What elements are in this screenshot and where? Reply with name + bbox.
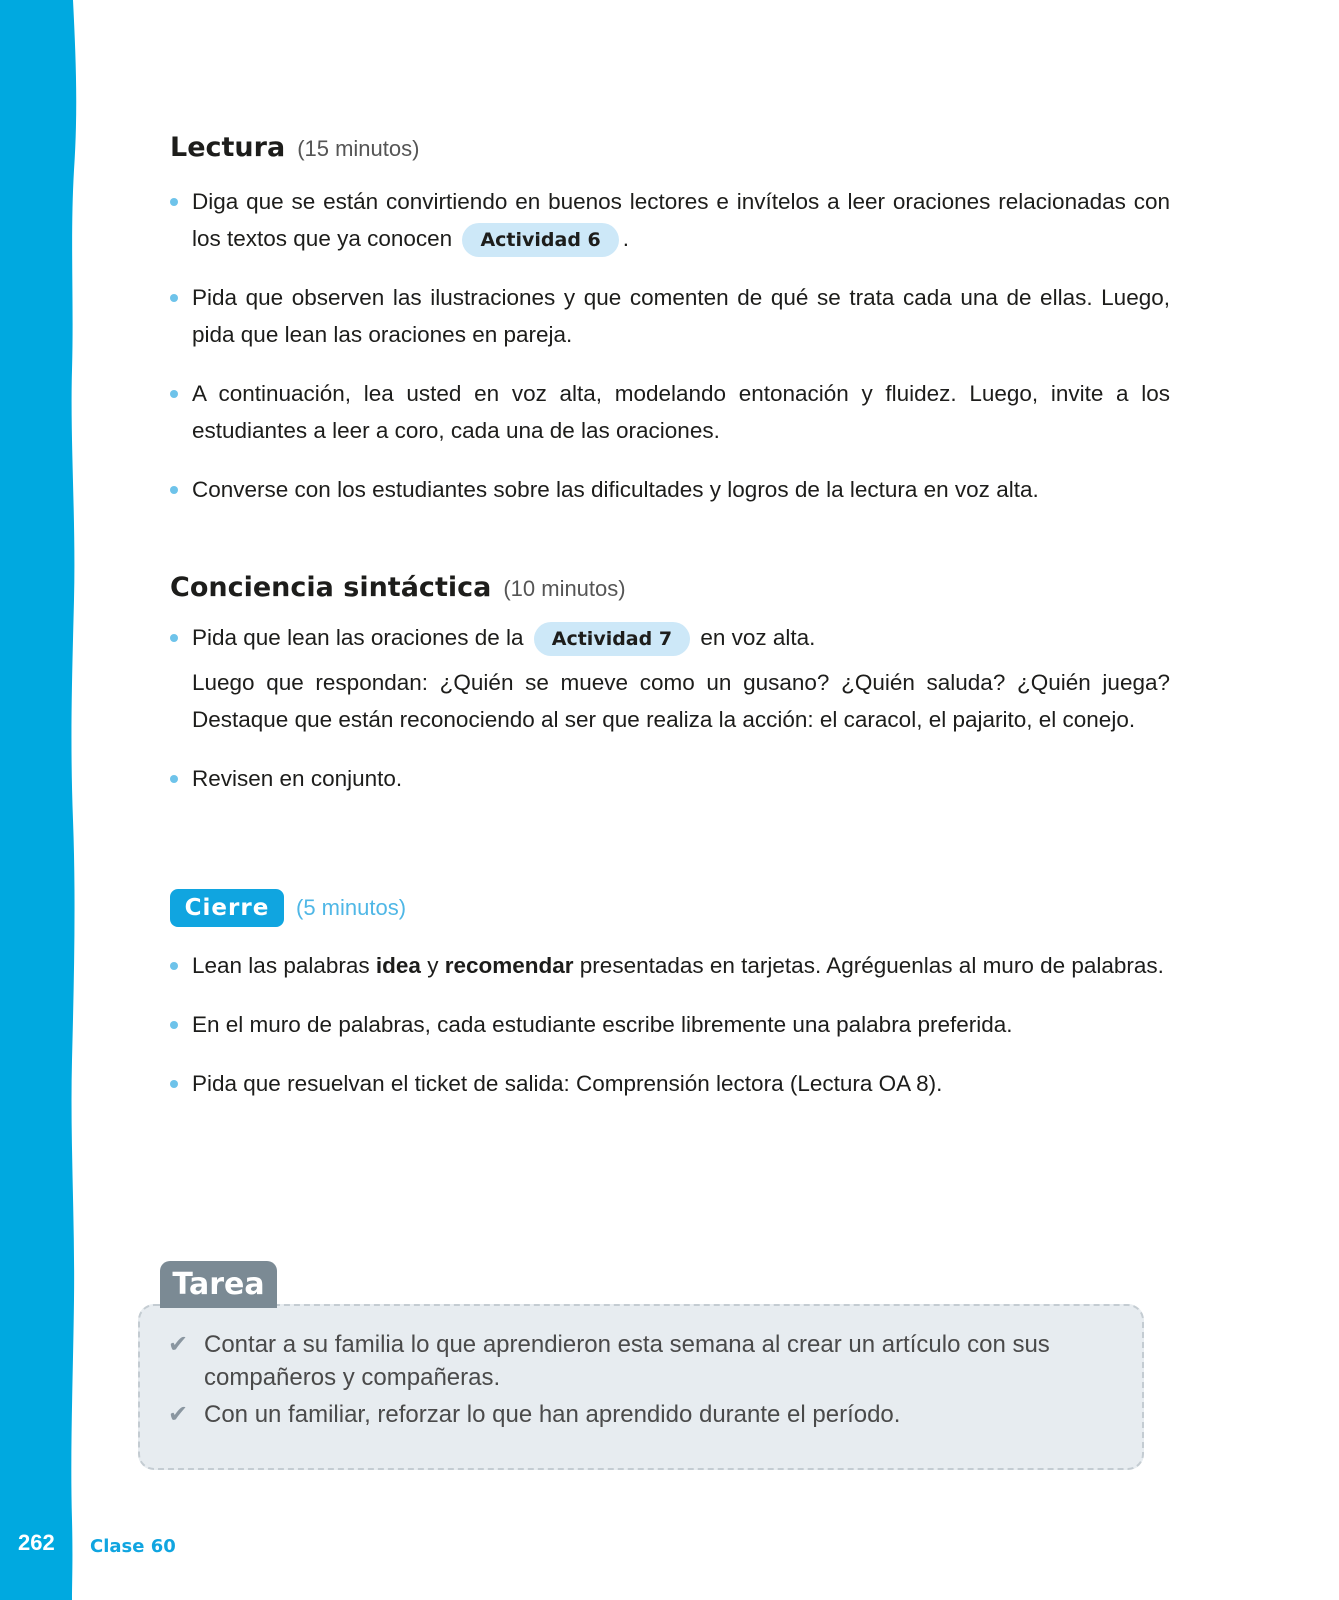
list-item	[170, 619, 1170, 656]
cierre-tag: Cierre	[170, 889, 284, 927]
list-item	[170, 183, 1170, 257]
clase-label: Clase 60	[90, 1536, 176, 1557]
side-band	[0, 0, 82, 1600]
tarea-item	[168, 1398, 1114, 1431]
actividad-7-pill: Actividad 7	[534, 622, 690, 656]
conciencia-list	[170, 619, 1170, 797]
word-recomendar: recomendar	[444, 953, 574, 978]
word-idea: idea	[375, 953, 421, 978]
cierre-item-1-b: y	[427, 953, 439, 978]
tarea-tab: Tarea	[160, 1261, 277, 1308]
conciencia-heading	[170, 572, 1170, 603]
list-item: A continuación, lea usted en voz alta, modelando entonación y fluidez. Luego, invite a los estudiantes a leer a coro, cada una de las oraciones.	[170, 375, 1170, 449]
conciencia-item-1-pre: Pida que lean las oraciones de la	[192, 625, 524, 650]
lectura-heading	[170, 132, 1170, 163]
lectura-minutes: (15 minutos)	[297, 136, 420, 161]
conciencia-minutes: (10 minutos)	[503, 576, 626, 601]
list-item: Pida que observen las ilustraciones y que comenten de qué se trata cada una de ellas. Luego, pida que lean las oraciones en pareja.	[170, 279, 1170, 353]
lectura-item-1-end: .	[622, 226, 630, 251]
cierre-item-1-a: Lean las palabras	[192, 953, 370, 978]
cierre-minutes: (5 minutos)	[296, 895, 407, 920]
tarea-item	[168, 1328, 1114, 1394]
list-item-continuation: Luego que respondan: ¿Quién se mueve como un gusano? ¿Quién saluda? ¿Quién juega? Destaque que están reconociendo al ser que realiza la acción: el caracol, el pajarito, el conejo.	[192, 670, 1170, 733]
list-item: Converse con los estudiantes sobre las dificultades y logros de la lectura en voz alta.	[170, 471, 1170, 508]
check-icon: ✔	[168, 1401, 189, 1428]
check-icon: ✔	[168, 1331, 189, 1358]
tarea-item-text: Contar a su familia lo que aprendieron esta semana al crear un artículo con sus compañeros y compañeras.	[204, 1331, 1050, 1391]
lectura-title: Lectura	[170, 132, 286, 163]
page-number: 262	[18, 1530, 55, 1555]
tarea-box	[138, 1304, 1144, 1470]
actividad-6-pill: Actividad 6	[462, 223, 618, 257]
lectura-item-1-text: Diga que se están convirtiendo en buenos lectores e invítelos a leer oraciones relacionadas con los textos que ya conocen	[192, 189, 1170, 251]
cierre-heading	[170, 889, 1170, 927]
tarea-list	[168, 1328, 1114, 1431]
conciencia-section	[170, 572, 1170, 819]
cierre-item-1-c: presentadas en tarjetas. Agréguenlas al muro de palabras.	[579, 953, 1164, 978]
list-item	[170, 947, 1170, 984]
conciencia-title: Conciencia sintáctica	[170, 572, 492, 603]
list-item: Pida que resuelvan el ticket de salida: Comprensión lectora (Lectura OA 8).	[170, 1065, 1170, 1102]
lectura-list	[170, 183, 1170, 508]
conciencia-item-1-post: en voz alta.	[700, 625, 816, 650]
cierre-section	[170, 889, 1170, 1124]
cierre-list	[170, 947, 1170, 1102]
list-item: Revisen en conjunto.	[170, 760, 1170, 797]
tarea-item-text: Con un familiar, reforzar lo que han aprendido durante el período.	[204, 1401, 901, 1428]
lectura-section	[170, 132, 1170, 530]
list-item: En el muro de palabras, cada estudiante escribe libremente una palabra preferida.	[170, 1006, 1170, 1043]
